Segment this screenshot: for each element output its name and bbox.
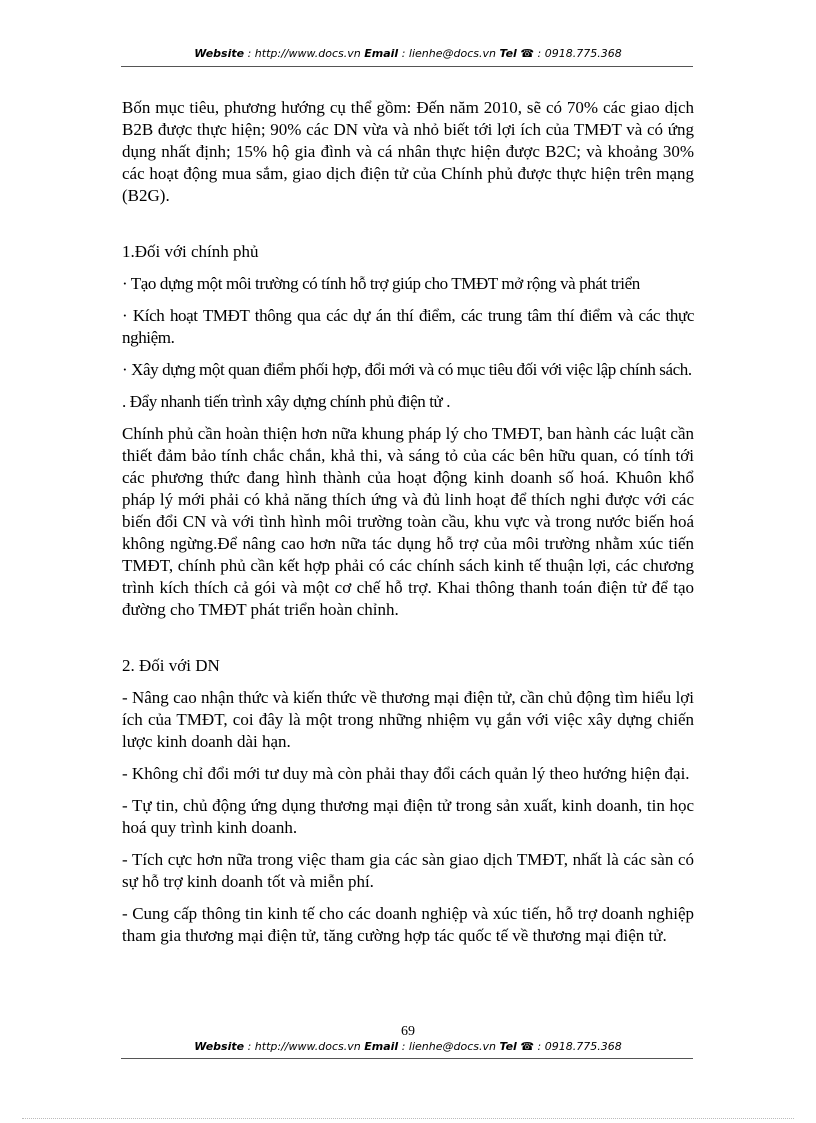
email-value: : lienhe@docs.vn (398, 47, 500, 60)
spacer (122, 631, 694, 655)
tel-label: Tel (499, 47, 517, 60)
tel-value: : 0918.775.368 (534, 1040, 622, 1053)
section-1-bullet: · Tạo dựng một môi trường có tính hỗ trợ giúp cho TMĐT mở rộng và phát triển (122, 274, 640, 293)
website-value: : http://www.docs.vn (244, 1040, 365, 1053)
page-footer (0, 1040, 816, 1053)
page-edge-dotted-line (22, 1118, 794, 1119)
section-1-bullet: . Đẩy nhanh tiến trình xây dựng chính phủ điện tử . (122, 392, 451, 411)
phone-icon: ☎ (520, 1040, 535, 1053)
section-1-bullet: · Kích hoạt TMĐT thông qua các dự án thí điểm, các trung tâm thí điểm và các thực nghiệm. (122, 306, 694, 347)
section-2-item: - Tích cực hơn nữa trong việc tham gia các sàn giao dịch TMĐT, nhất là các sàn có sự hỗ trợ kinh doanh tốt và miễn phí. (122, 850, 694, 891)
website-label: Website (194, 1040, 245, 1053)
website-label: Website (194, 47, 245, 60)
section-2-item: - Cung cấp thông tin kinh tế cho các doanh nghiệp và xúc tiến, hỗ trợ doanh nghiệp tham gia thương mại điện tử, tăng cường hợp tác quốc tế về thương mại điện tử. (122, 904, 694, 945)
section-2-item: - Nâng cao nhận thức và kiến thức về thương mại điện tử, cần chủ động tìm hiểu lợi ích của TMĐT, coi đây là một trong những nhiệm vụ gắn với việc xây dựng chiến lược kinh doanh dài hạn. (122, 688, 694, 751)
page-header (0, 47, 816, 60)
header-rule (121, 66, 693, 67)
intro-paragraph: Bốn mục tiêu, phương hướng cụ thể gồm: Đến năm 2010, sẽ có 70% các giao dịch B2B được thực hiện; 90% các DN vừa và nhỏ biết tới lợi ích của TMĐT và có ứng dụng nhất định; 15% hộ gia đình và cá nhân thực hiện được B2C; và khoảng 30% các hoạt động mua sắm, giao dịch điện tử của Chính phủ được thực hiện trên mạng (B2G). (122, 98, 694, 205)
section-1-heading: 1.Đối với chính phủ (122, 242, 259, 261)
page-number: 69 (401, 1024, 415, 1039)
spacer (122, 217, 694, 241)
tel-value: : 0918.775.368 (534, 47, 622, 60)
phone-icon: ☎ (520, 47, 535, 60)
section-1-paragraph: Chính phủ cần hoàn thiện hơn nữa khung pháp lý cho TMĐT, ban hành các luật cần thiết đảm bảo tính chắc chắn, khả thi, và sáng tỏ của các bên hữu quan, có tính tới các phương thức đang hình thành của hoạt động kinh doanh số hoá. Khuôn khổ pháp lý mới phải có khả năng thích ứng và đủ linh hoạt để thích nghi được với các biến đổi CN và với tình hình môi trường toàn cầu, khu vực và trong nước biến hoá không ngừng.Để nâng cao hơn nữa tác dụng hỗ trợ của môi trường nhằm xúc tiến TMĐT, chính phủ cần kết hợp phải có các chính sách kinh tế thuận lợi, các chương trình kích thích cả gói và một cơ chế hỗ trợ. Khai thông thanh toán điện tử để tạo đường cho TMĐT phát triển hoàn chỉnh. (122, 424, 694, 619)
section-1-bullet: · Xây dựng một quan điểm phối hợp, đổi mới và có mục tiêu đối với việc lập chính sách. (122, 360, 692, 379)
section-2-item: - Tự tin, chủ động ứng dụng thương mại điện tử trong sản xuất, kinh doanh, tin học hoá quy trình kinh doanh. (122, 796, 694, 837)
section-2-item: - Không chỉ đổi mới tư duy mà còn phải thay đổi cách quản lý theo hướng hiện đại. (122, 764, 690, 783)
email-value: : lienhe@docs.vn (398, 1040, 500, 1053)
website-value: : http://www.docs.vn (244, 47, 365, 60)
tel-label: Tel (499, 1040, 517, 1053)
email-label: Email (364, 47, 399, 60)
section-2-heading: 2. Đối với DN (122, 656, 220, 675)
footer-rule (121, 1058, 693, 1059)
page-body (122, 97, 694, 957)
email-label: Email (364, 1040, 399, 1053)
